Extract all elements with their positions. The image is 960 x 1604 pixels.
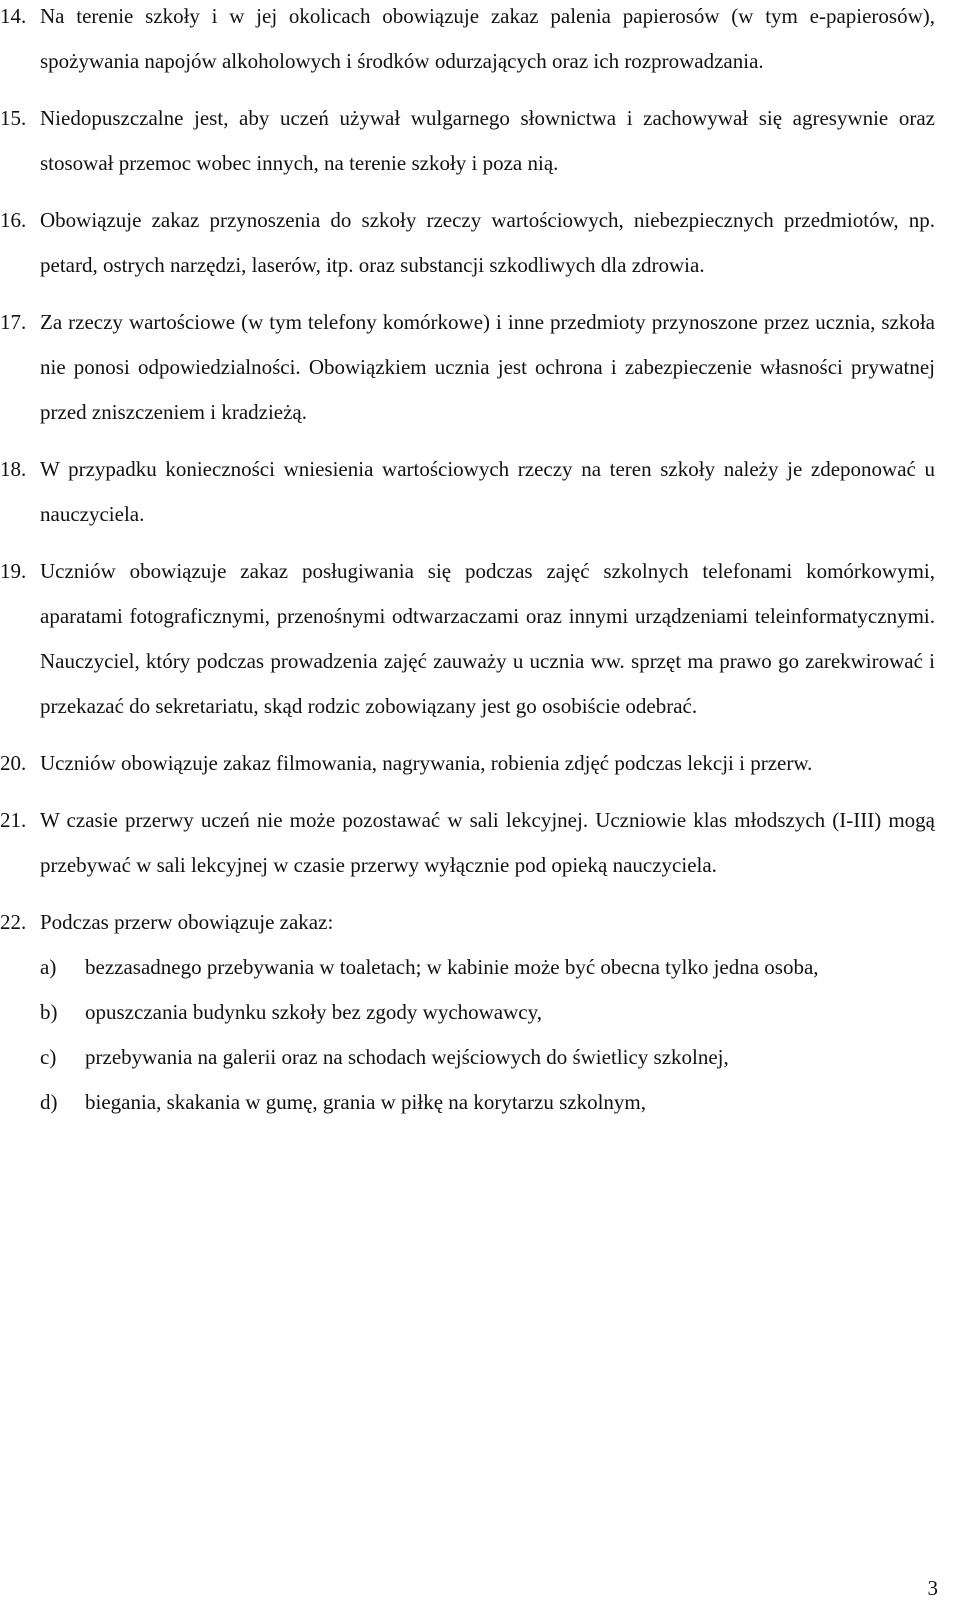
rule-item-16 bbox=[0, 198, 935, 288]
rule-text: W czasie przerwy uczeń nie może pozostawać w sali lekcyjnej. Uczniowie klas młodszych (I-III) mogą przebywać w sali lekcyjnej w czasie przerwy wyłącznie pod opieką nauczyciela. bbox=[40, 808, 935, 877]
list-letter: d) bbox=[40, 1090, 58, 1114]
break-prohibitions-list bbox=[40, 945, 935, 1125]
rule-item-15 bbox=[0, 96, 935, 186]
list-item-text: przebywania na galerii oraz na schodach wejściowych do świetlicy szkolnej, bbox=[85, 1045, 729, 1069]
list-item bbox=[40, 1035, 935, 1080]
rule-item-14 bbox=[0, 0, 935, 84]
rule-text: Podczas przerw obowiązuje zakaz: bbox=[40, 910, 334, 934]
list-letter: a) bbox=[40, 955, 57, 979]
rule-text: Uczniów obowiązuje zakaz filmowania, nagrywania, robienia zdjęć podczas lekcji i przerw. bbox=[40, 751, 813, 775]
rule-number: 16. bbox=[0, 208, 27, 232]
list-letter: b) bbox=[40, 1000, 58, 1024]
rule-number: 19. bbox=[0, 559, 27, 583]
rule-item-17 bbox=[0, 300, 935, 435]
rule-number: 20. bbox=[0, 751, 27, 775]
rule-number: 14. bbox=[0, 4, 27, 28]
rule-text: Niedopuszczalne jest, aby uczeń używał wulgarnego słownictwa i zachowywał się agresywnie oraz stosował przemoc wobec innych, na terenie szkoły i poza nią. bbox=[40, 106, 935, 175]
list-item bbox=[40, 945, 935, 990]
list-item bbox=[40, 990, 935, 1035]
rule-number: 18. bbox=[0, 457, 27, 481]
rule-number: 22. bbox=[0, 910, 27, 934]
rule-text: W przypadku konieczności wniesienia wartościowych rzeczy na teren szkoły należy je zdeponować u nauczyciela. bbox=[40, 457, 935, 526]
list-letter: c) bbox=[40, 1045, 57, 1069]
rule-item-19 bbox=[0, 549, 935, 729]
rule-number: 17. bbox=[0, 310, 27, 334]
list-item-text: opuszczania budynku szkoły bez zgody wychowawcy, bbox=[85, 1000, 542, 1024]
rule-item-18 bbox=[0, 447, 935, 537]
rule-text: Obowiązuje zakaz przynoszenia do szkoły rzeczy wartościowych, niebezpiecznych przedmiotów, np. petard, ostrych narzędzi, laserów, itp. oraz substancji szkodliwych dla zdrowia. bbox=[40, 208, 935, 277]
rule-item-22 bbox=[0, 900, 935, 945]
rule-item-20 bbox=[0, 741, 935, 786]
rule-item-21 bbox=[0, 798, 935, 888]
rule-text: Na terenie szkoły i w jej okolicach obowiązuje zakaz palenia papierosów (w tym e-papierosów), spożywania napojów alkoholowych i środków odurzających oraz ich rozprowadzania. bbox=[40, 4, 935, 73]
rule-number: 21. bbox=[0, 808, 27, 832]
rule-text: Za rzeczy wartościowe (w tym telefony komórkowe) i inne przedmioty przynoszone przez ucznia, szkoła nie ponosi odpowiedzialności. Obowiązkiem ucznia jest ochrona i zabezpieczenie własności prywatnej przed zniszczeniem i kradzieżą. bbox=[40, 310, 935, 424]
rule-number: 15. bbox=[0, 106, 27, 130]
list-item-text: biegania, skakania w gumę, grania w piłkę na korytarzu szkolnym, bbox=[85, 1090, 646, 1114]
list-item bbox=[40, 1080, 935, 1125]
list-item-text: bezzasadnego przebywania w toaletach; w kabinie może być obecna tylko jedna osoba, bbox=[85, 955, 819, 979]
rule-text: Uczniów obowiązuje zakaz posługiwania się podczas zajęć szkolnych telefonami komórkowymi, aparatami fotograficznymi, przenośnymi odtwarzaczami oraz innymi urządzeniami teleinformatycznymi. Nauczyciel, który podczas prowadzenia zajęć zauważy u ucznia ww. sprzęt ma prawo go zarekwirować i przekazać do sekretariatu, skąd rodzic zobowiązany jest go osobiście odebrać. bbox=[40, 559, 935, 718]
page-number: 3 bbox=[927, 1576, 938, 1600]
